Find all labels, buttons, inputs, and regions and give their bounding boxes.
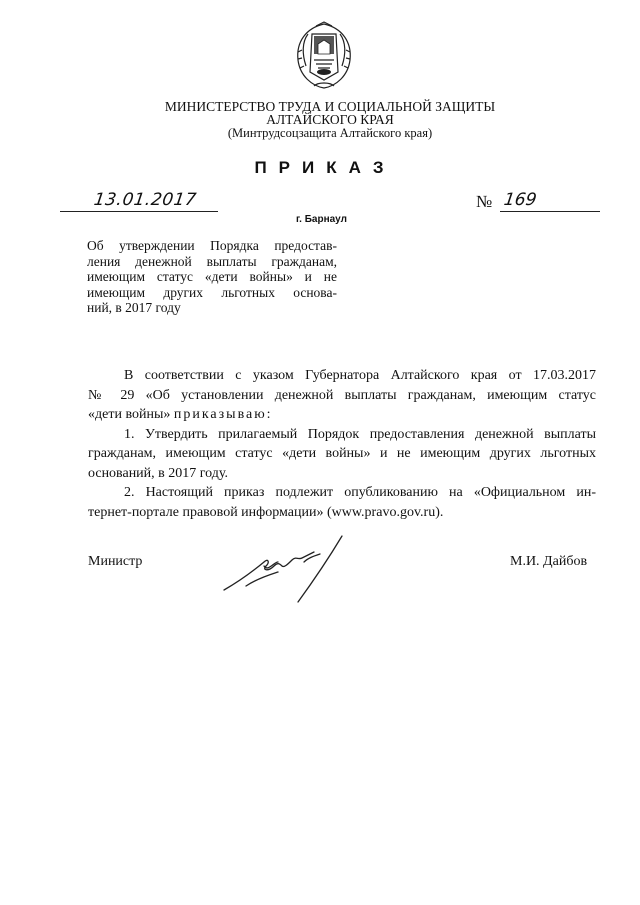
city-label: г. Барнаул [296,214,347,225]
ministry-short-name: (Минтрудсоцзащита Алтайского края) [227,126,433,140]
document-type-title: ПРИКАЗ [254,158,396,177]
number-label: № [476,192,493,211]
handwritten-date: 13.01.2017 [92,190,198,210]
ministry-name-line1: МИНИСТЕРСТВО ТРУДА И СОЦИАЛЬНОЙ ЗАЩИТЫ [164,99,496,114]
order-subject [87,238,337,316]
ministry-name-line2: АЛТАЙСКОГО КРАЯ [266,112,394,127]
order-body [88,366,596,522]
subject-line: имеющим других льготных основа- [87,284,337,300]
subject-line: ний, в 2017 году [87,300,181,315]
altai-krai-coat-of-arms-icon [288,20,360,92]
body-line: № 29 «Об установлении денежной выплаты гражданам, имеющим статус [88,387,596,403]
body-line [88,405,596,425]
body-line: тернет-портале правовой информации» (www.pravo.gov.ru). [88,504,444,520]
subject-line: Об утверждении Порядка предостав- [87,238,337,253]
body-text: «дети войны» [88,407,171,422]
body-line: оснований, в 2017 году. [88,465,228,481]
body-line: 2. Настоящий приказ подлежит опубликованию на «Официальном ин- [124,485,596,500]
handwritten-number: 169 [502,190,538,210]
body-line: В соответствии с указом Губернатора Алтайского края от 17.03.2017 [124,368,596,383]
body-line: гражданам, имеющим статус «дети войны» и не имеющим других льготных [88,446,596,461]
minister-name: М.И. Дайбов [510,554,588,569]
subject-line: имеющим статус «дети войны» и не [87,269,337,284]
handwritten-signature-icon [218,532,348,612]
order-verb: приказываю: [173,407,273,422]
date-underline [60,211,218,212]
subject-line: ления денежной выплаты гражданам, [87,253,337,269]
minister-role: Министр [88,554,143,569]
body-line: 1. Утвердить прилагаемый Порядок предоставления денежной выплаты [124,426,596,442]
number-underline [500,211,600,212]
